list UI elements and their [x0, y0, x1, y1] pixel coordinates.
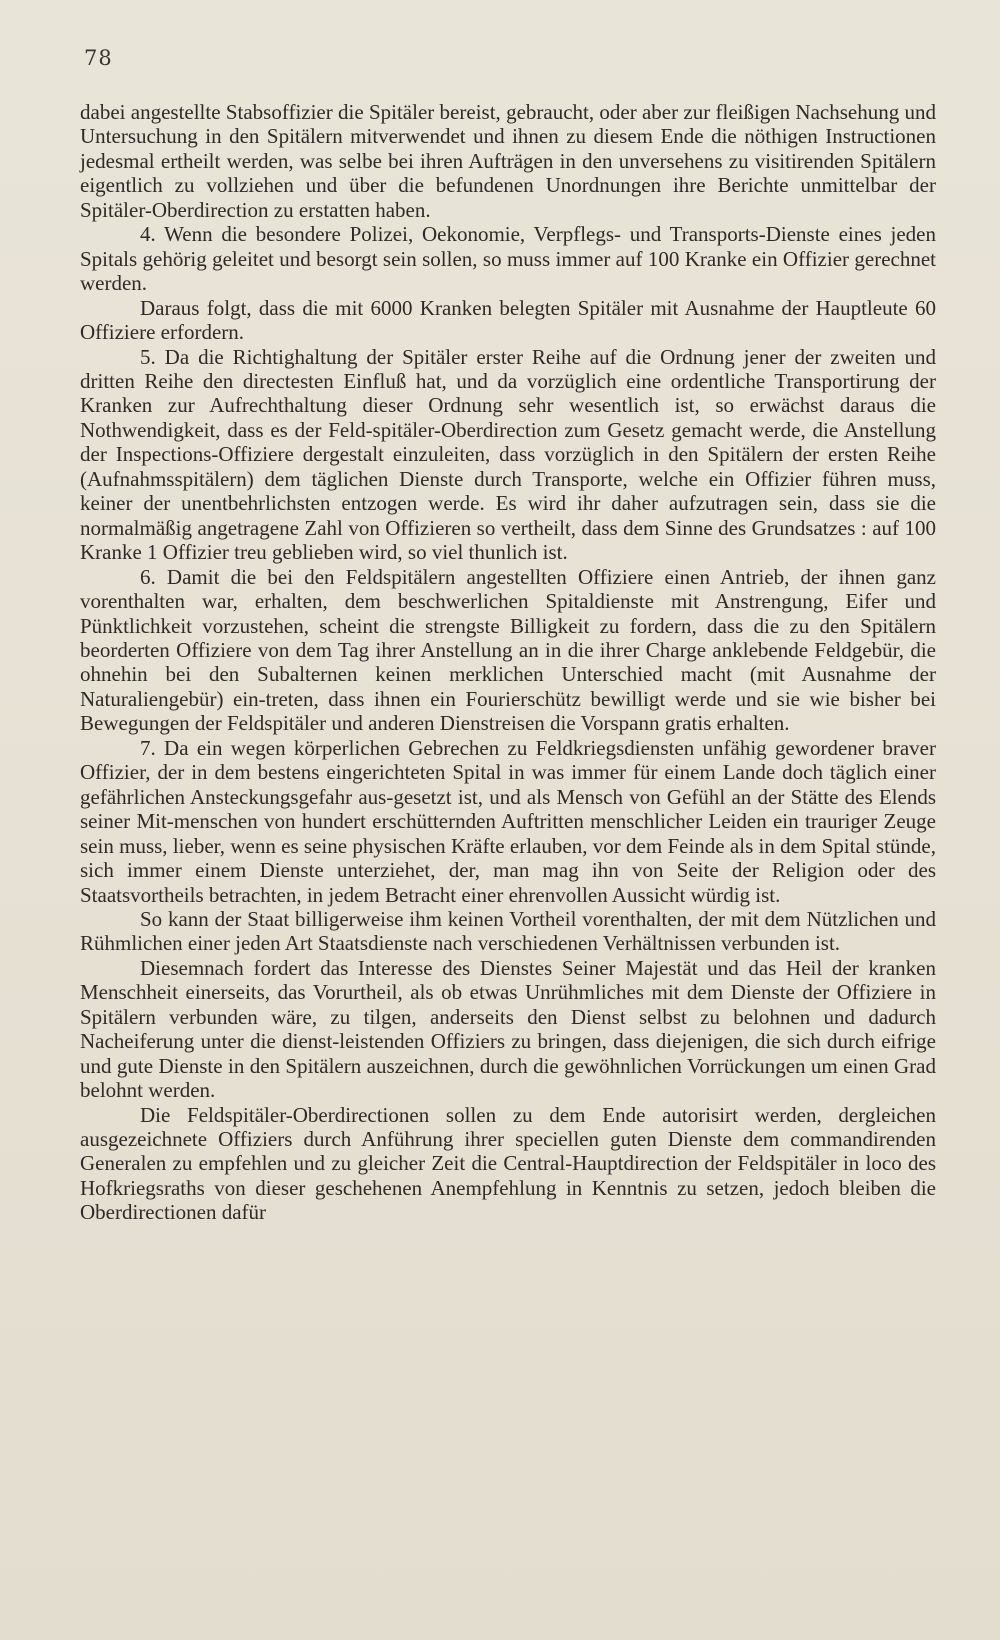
paragraph-section-4-conclusion: Daraus folgt, dass die mit 6000 Kranken belegten Spitäler mit Ausnahme der Hauptleute 60 Offiziere erfordern. — [80, 295, 936, 345]
paragraph-section-4: 4. Wenn die besondere Polizei, Oekonomie, Verpflegs- und Transports-Dienste eines jeden Spitals gehörig geleitet und besorgt sein sollen, so muss immer auf 100 Kranke ein Offizier gerechnet werden. — [80, 222, 936, 296]
paragraph-section-7-state: So kann der Staat billigerweise ihm keinen Vortheil vorenthalten, der mit dem Nützlichen und Rühmlichen einer jeden Art Staatsdienste nach verschiedenen Verhältnissen verbunden ist. — [80, 906, 936, 956]
paragraph-section-7-authorisation: Die Feldspitäler-Oberdirectionen sollen zu dem Ende autorisirt werden, dergleichen ausgezeichnete Offiziers durch Anführung ihrer speciellen guten Dienste dem commandirenden Generalen zu empfehlen und zu gleicher Zeit die Central-Hauptdirection der Feldspitäler in loco des Hofkriegsraths von dieser geschehenen Anempfehlung in Kenntnis zu setzen, jedoch bleiben die Oberdirectionen dafür — [80, 1102, 936, 1225]
paragraph-section-7: 7. Da ein wegen körperlichen Gebrechen zu Feldkriegsdiensten unfähig gewordener braver Offizier, der in dem bestens eingerichteten Spital in was immer für einem Lande doch täglich einer gefährlichen Ansteckungsgefahr aus-gesetzt ist, und als Mensch von Gefühl an der Stätte des Elends seiner Mit-menschen von hundert erschütternden Auftritten menschlicher Leiden ein trauriger Zeuge sein muss, lieber, wenn es seine physischen Kräfte erlauben, vor dem Feinde als in dem Spital stünde, sich immer einem Dienste unterziehet, der, man mag ihn von Seite der Religion oder des Staatsvortheils betrachten, in jedem Betracht einer ehrenvollen Aussicht würdig ist. — [80, 735, 936, 907]
paragraph-continuation: dabei angestellte Stabsoffizier die Spitäler bereist, gebraucht, oder aber zur fleißigen Nachsehung und Untersuchung in den Spitälern mitverwendet und ihnen zu diesem Ende die nöthigen Instructionen jedesmal ertheilt werden, was selbe bei ihren Aufträgen in den unversehens zu visitirenden Spitälern eigentlich zu vollziehen und über die befundenen Unordnungen ihre Berichte unmittelbar der Spitäler-Oberdirection zu erstatten haben. — [80, 100, 936, 222]
body-text — [80, 100, 936, 1225]
paragraph-section-5: 5. Da die Richtighaltung der Spitäler erster Reihe auf die Ordnung jener der zweiten und dritten Reihe den directesten Einfluß hat, und da vorzüglich eine ordentliche Transportirung der Kranken zur Aufrechthaltung dieser Ordnung sehr wesentlich ist, so erwächst daraus die Nothwendigkeit, dass es der Feld-spitäler-Oberdirection zum Gesetz gemacht werde, die Anstellung der Inspections-Offiziere dergestalt einzuleiten, dass vorzüglich in den Spitälern der ersten Reihe (Aufnahmsspitälern) dem täglichen Dienste durch Transporte, welche ein Offizier führen muss, keiner der unentbehrlichsten entzogen werde. Es wird ihr daher aufzutragen sein, dass sie die normalmäßig angetragene Zahl von Offizieren so vertheilt, dass dem Sinne des Grundsatzes : auf 100 Kranke 1 Offizier treu geblieben wird, so viel thunlich ist. — [80, 344, 936, 565]
paragraph-section-6: 6. Damit die bei den Feldspitälern angestellten Offiziere einen Antrieb, der ihnen ganz vorenthalten war, erhalten, dem beschwerlichen Spitaldienste mit Anstrengung, Eifer und Pünktlichkeit vorzustehen, scheint die strengste Billigkeit zu fordern, dass die zu den Spitälern beorderten Offiziere von dem Tag ihrer Anstellung an in die ihrer Charge anklebende Feldgebür, die ohnehin bei den Subalternen keinen merklichen Unterschied macht (mit Ausnahme der Naturaliengebür) ein-treten, dass ihnen ein Fourierschütz bewilligt werde und sie wie bisher bei Bewegungen der Feldspitäler und anderen Dienstreisen die Vorspann gratis erhalten. — [80, 564, 936, 736]
page-number: 78 — [84, 46, 113, 70]
paragraph-section-7-demand: Diesemnach fordert das Interesse des Dienstes Seiner Majestät und das Heil der kranken Menschheit einerseits, das Vorurtheil, als ob etwas Unrühmliches mit dem Dienste der Offiziere in Spitälern verbunden wäre, zu tilgen, anderseits den Dienst selbst zu belohnen und dadurch Nacheiferung unter die dienst-leistenden Offiziers zu bringen, dass diejenigen, die sich durch eifrige und gute Dienste in den Spitälern auszeichnen, durch die gewöhnlichen Vorrückungen um einen Grad belohnt werden. — [80, 955, 936, 1103]
